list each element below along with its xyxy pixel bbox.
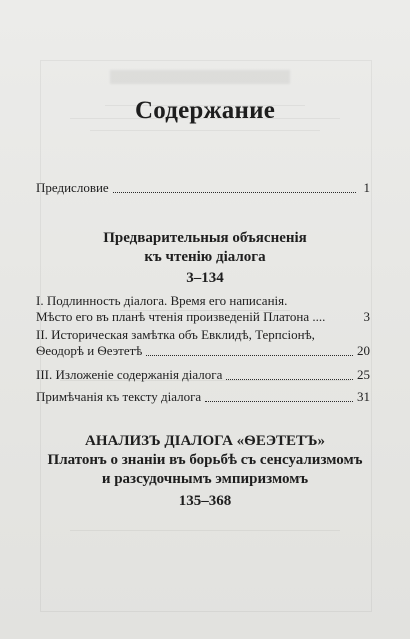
section-heading-line: Предварительныя объясненія [103, 230, 307, 246]
toc-entry-label: Предисловие [36, 180, 109, 195]
toc-entry-page: 31 [357, 389, 370, 404]
toc-entry-2 [36, 327, 370, 359]
section-heading-part2 [0, 432, 410, 489]
dot-leader [226, 378, 353, 380]
toc-entry-label-cont: Ѳеодорѣ и Ѳеэтетѣ [36, 343, 143, 358]
section-heading-line: къ чтенію діалога [144, 249, 266, 265]
page-range-part1: 3–134 [186, 270, 224, 286]
toc-entry-3 [36, 367, 370, 383]
section-heading-part1 [0, 229, 410, 267]
toc-entry-4 [36, 389, 370, 405]
page-range-part2: 135–368 [178, 493, 232, 509]
toc-entry-label: III. Изложеніе содержанія діалога [36, 367, 223, 382]
toc-entry-preface [36, 180, 370, 196]
toc-entry-label: II. Историческая замѣтка объ Евклидѣ, Терпсіонѣ, [36, 327, 315, 342]
dot-leader [205, 400, 353, 402]
toc-entry-label: I. Подлинность діалога. Время его написанія. [36, 293, 288, 308]
toc-entry-label-cont: Мѣсто его въ планѣ чтенія произведеній Платона .... [36, 309, 326, 324]
section-heading-line: Платонъ о знаніи въ борьбѣ съ сенсуализмомъ [47, 452, 363, 468]
toc-entry-page: 3 [363, 309, 370, 324]
section-heading-line: АНАЛИЗЪ ДІАЛОГА «ѲЕЭТЕТЪ» [85, 433, 325, 449]
toc-entry-1 [36, 293, 370, 325]
section-heading-line: и разсудочнымъ эмпиризмомъ [101, 471, 309, 487]
dot-leader [113, 191, 356, 193]
toc-entry-page: 20 [357, 343, 370, 358]
page-title: Содержание [134, 97, 275, 124]
toc-entry-page: 25 [357, 367, 370, 382]
toc-entry-label: Примѣчанія къ тексту діалога [36, 389, 202, 404]
dot-leader [146, 354, 353, 356]
toc-entry-page: 1 [363, 180, 370, 195]
